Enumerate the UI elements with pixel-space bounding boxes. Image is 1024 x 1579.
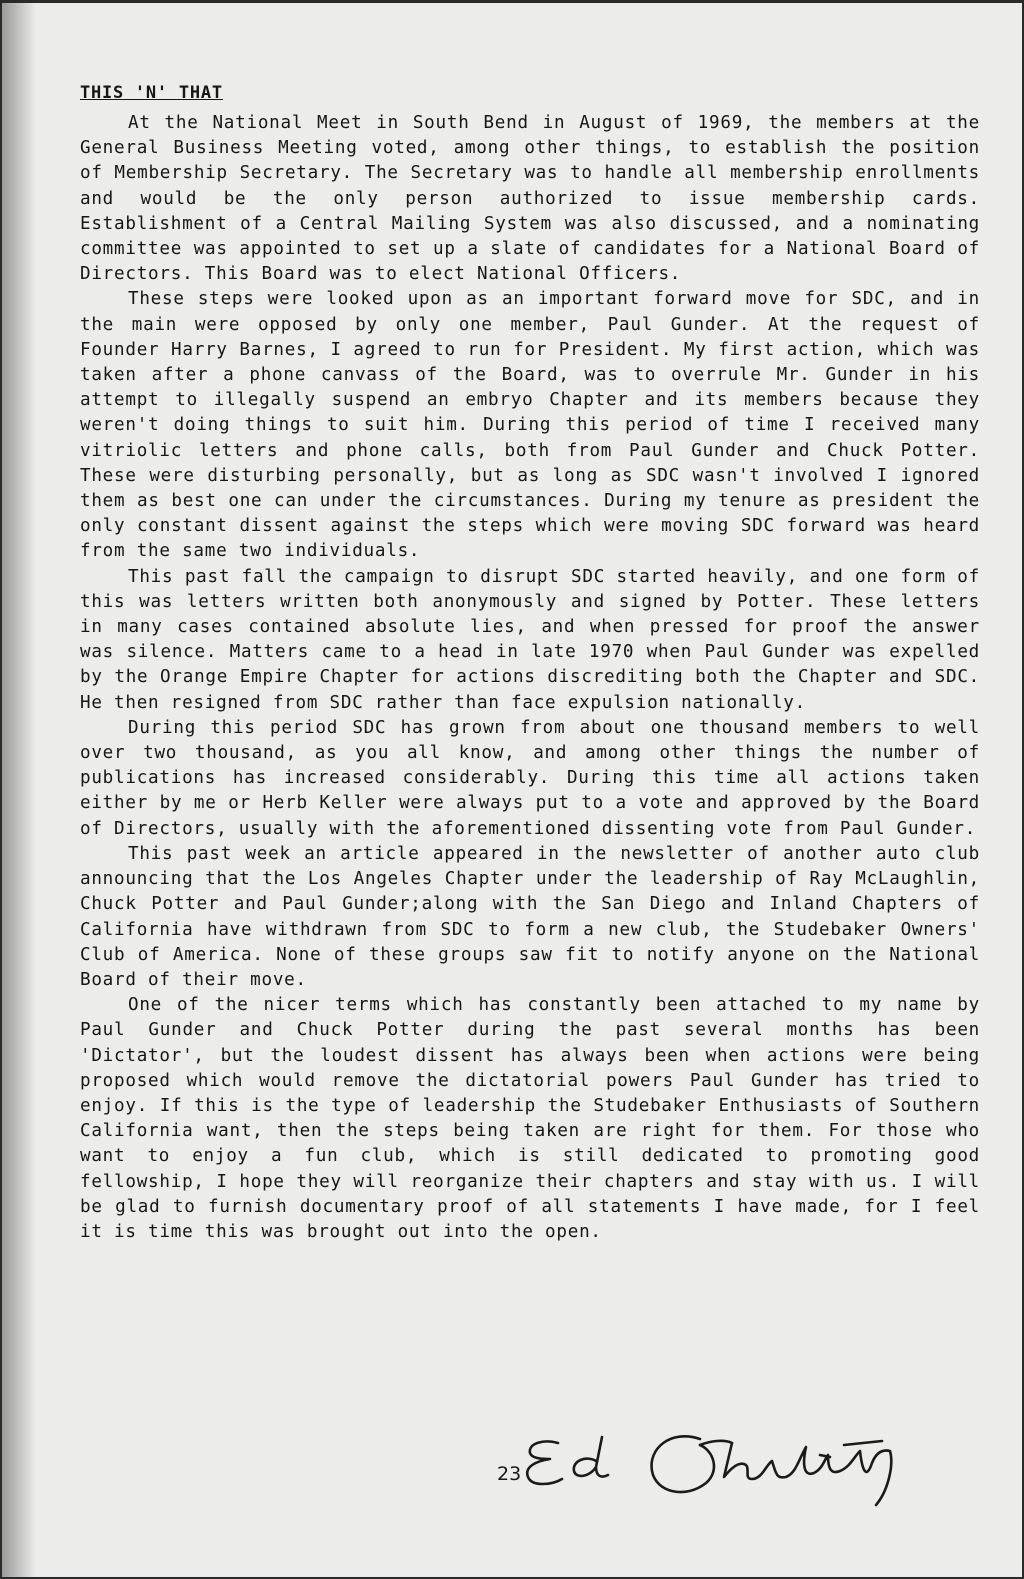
article xyxy=(80,81,980,1245)
paragraph-4: During this period SDC has grown from about one thousand members to well over two thousand, as you all know, and among other things the number of publications has increased considerably. During this time all actions taken either by me or Herb Keller were always put to a vote and approved by the Board of Directors, usually with the aforementioned dissenting vote from Paul Gunder. xyxy=(80,717,980,839)
page-edge-shadow xyxy=(2,3,36,1577)
handwritten-signature xyxy=(510,1421,920,1511)
article-title: THIS 'N' THAT xyxy=(80,83,223,103)
paragraph-6: One of the nicer terms which has constantly been attached to my name by Paul Gunder and Chuck Potter during the past several months has been 'Dictator', but the loudest dissent has always been when actions were being proposed which would remove the dictatorial powers Paul Gunder has tried to enjoy. If this is the type of leadership the Studebaker Enthusiasts of Southern California want, then the steps being taken are right for them. For those who want to enjoy a fun club, which is still dedicated to promoting good fellowship, I hope they will reorganize their chapters and stay with us. I will be glad to furnish documentary proof of all statements I have made, for I feel it is time this was brought out into the open. xyxy=(80,995,980,1242)
paragraph-2: These steps were looked upon as an important forward move for SDC, and in the main were opposed by only one member, Paul Gunder. At the request of Founder Harry Barnes, I agreed to run for President. My first action, which was taken after a phone canvass of the Board, was to overrule Mr. Gunder in his attempt to illegally suspend an embryo Chapter and its members because they weren't doing things to suit him. During this period of time I received many vitriolic letters and phone calls, both from Paul Gunder and Chuck Potter. These were disturbing personally, but as long as SDC wasn't involved I ignored them as best one can under the circumstances. During my tenure as president the only constant dissent against the steps which were moving SDC forward was heard from the same two individuals. xyxy=(80,289,980,562)
paragraph-5: This past week an article appeared in the newsletter of another auto club announcing that the Los Angeles Chapter under the leadership of Ray McLaughlin, Chuck Potter and Paul Gunder;along with the San Diego and Inland Chapters of California have withdrawn from SDC to form a new club, the Studebaker Owners' Club of America. None of these groups saw fit to notify anyone on the National Board of their move. xyxy=(80,843,980,990)
page-number: 23 xyxy=(497,1463,522,1485)
paragraph-1: At the National Meet in South Bend in August of 1969, the members at the General Business Meeting voted, among other things, to establish the position of Membership Secretary. The Secretary was to handle all membership enrollments and would be the only person authorized to issue membership cards. Establishment of a Central Mailing System was also discussed, and a nominating committee was appointed to set up a slate of candidates for a National Board of Directors. This Board was to elect National Officers. xyxy=(80,113,980,285)
paragraph-3: This past fall the campaign to disrupt SDC started heavily, and one form of this was letters written both anonymously and signed by Potter. These letters in many cases contained absolute lies, and when pressed for proof the answer was silence. Matters came to a head in late 1970 when Paul Gunder was expelled by the Orange Empire Chapter for actions discrediting both the Chapter and SDC. He then resigned from SDC rather than face expulsion nationally. xyxy=(80,566,980,713)
